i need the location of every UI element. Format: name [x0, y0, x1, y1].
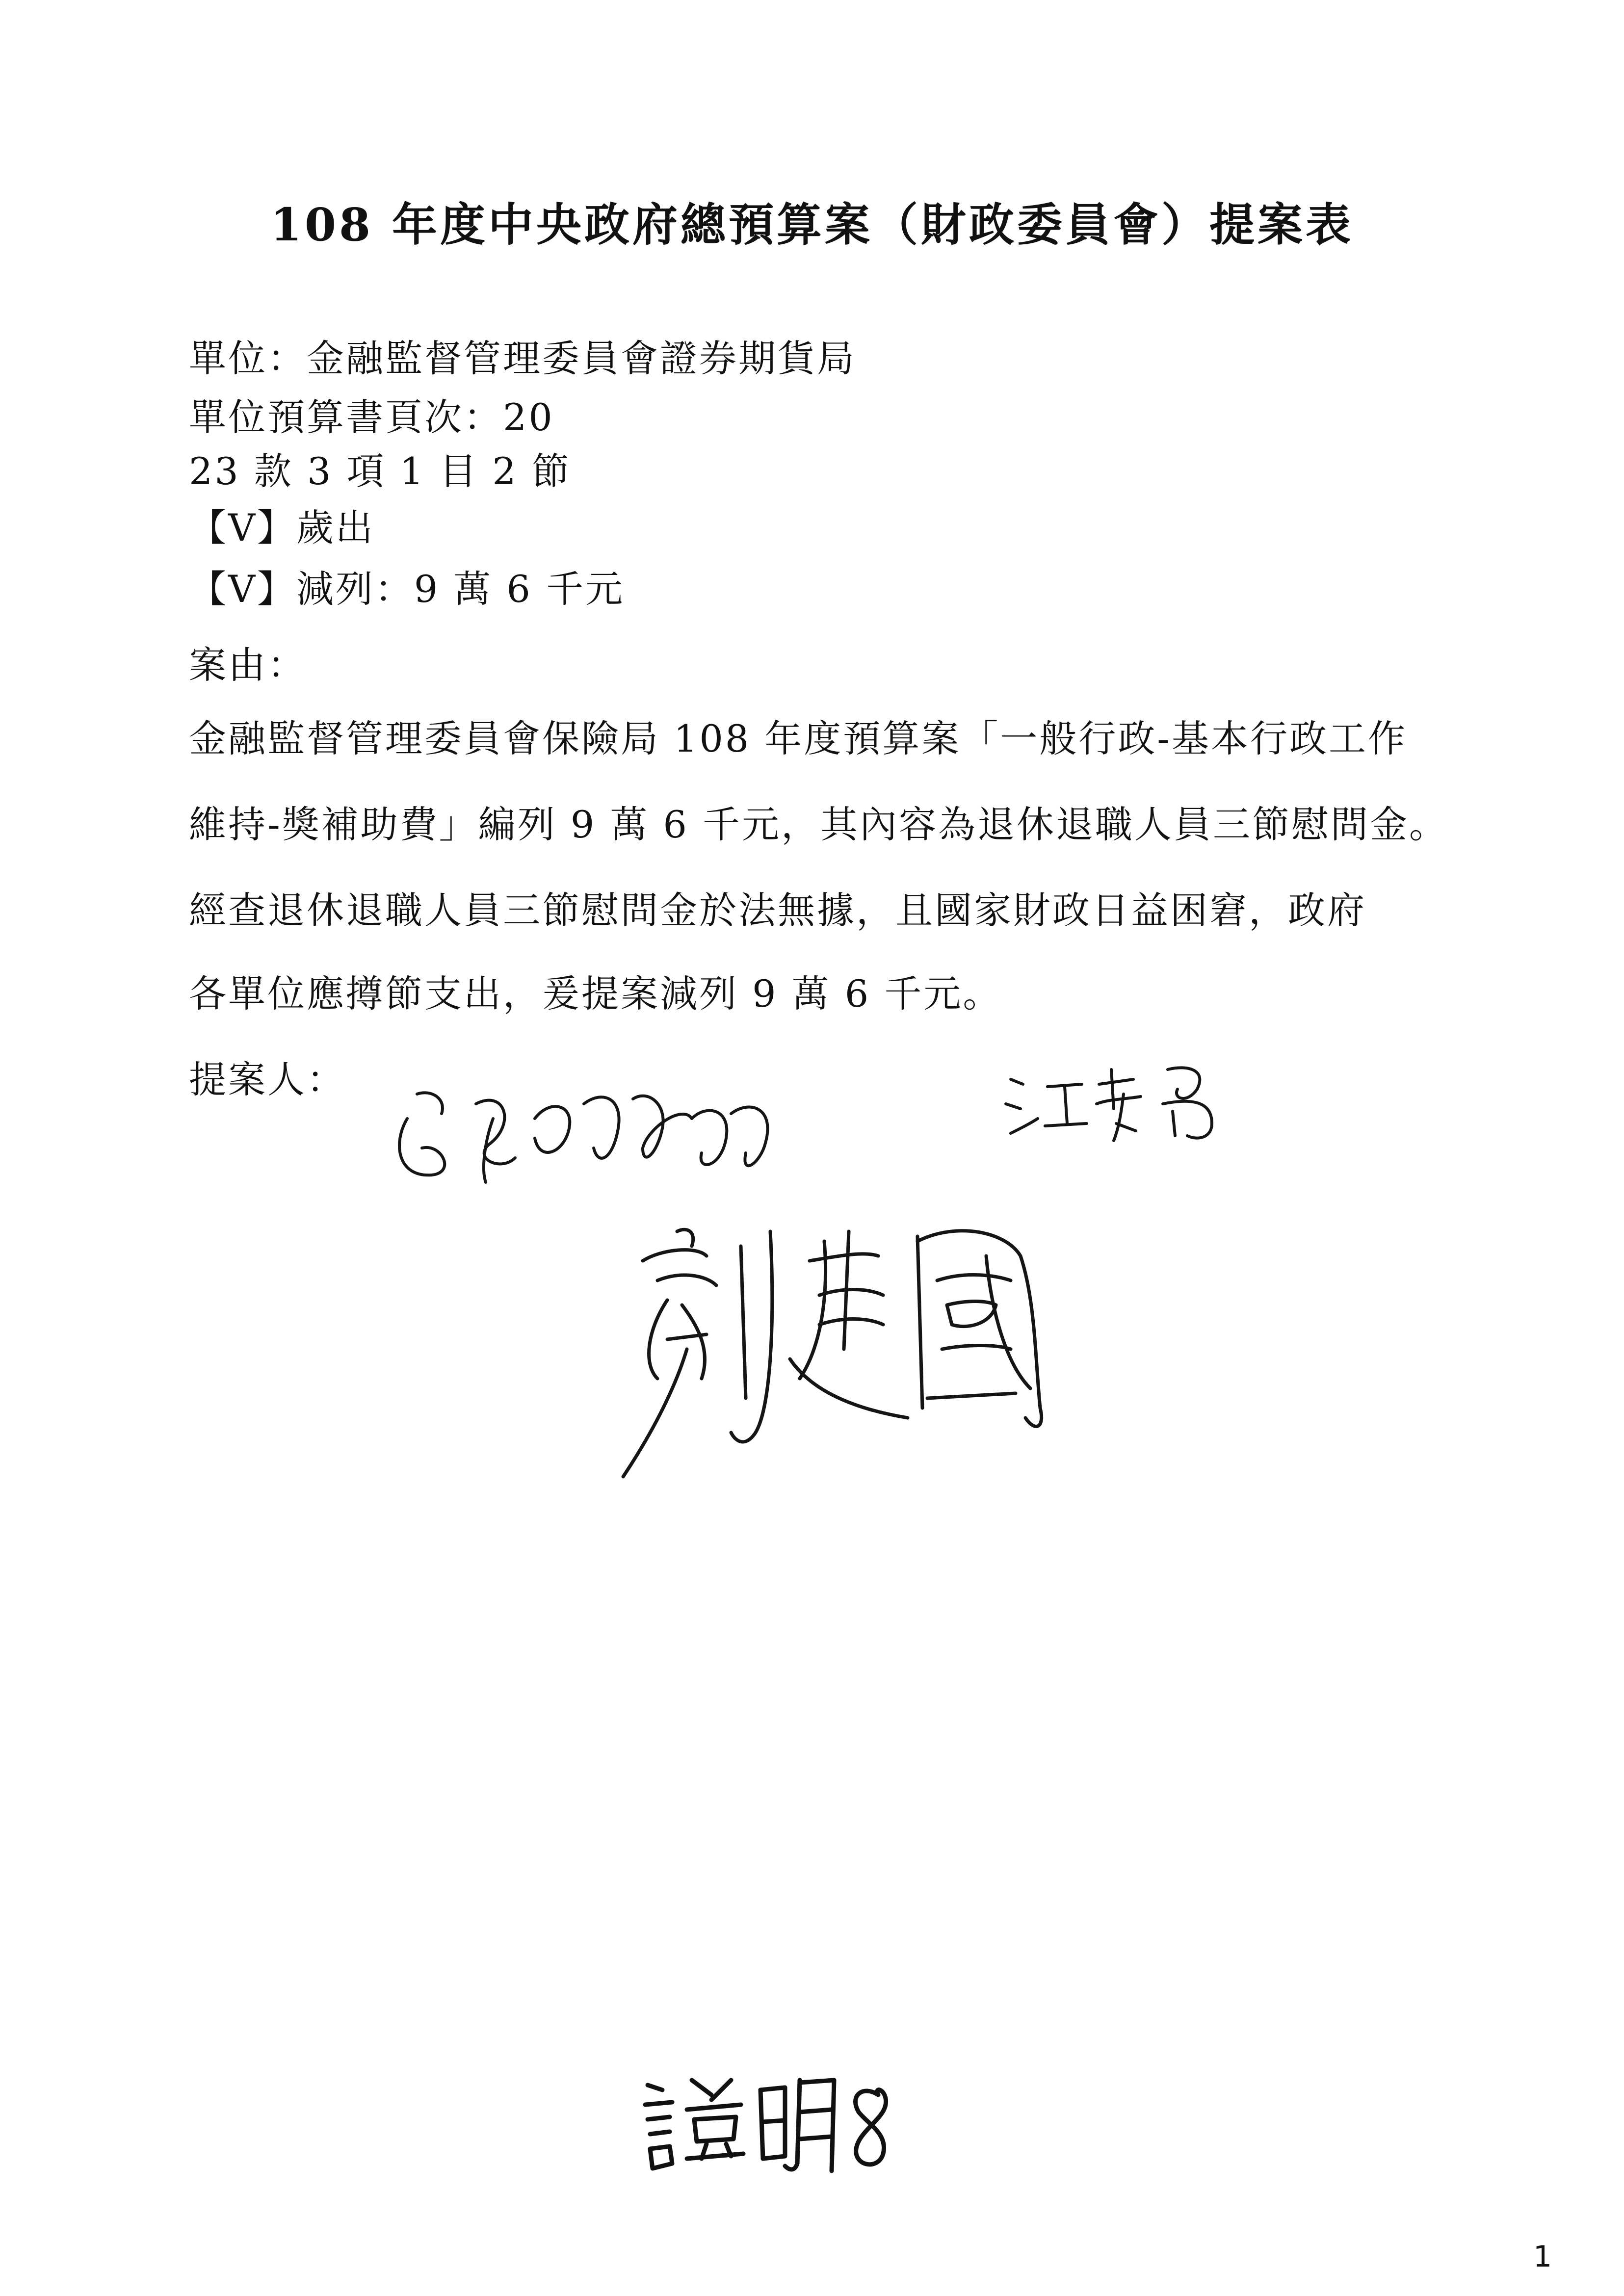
- signature-liu: [613, 1202, 1104, 1506]
- section-field: 23 款 3 項 1 目 2 節: [189, 449, 571, 493]
- reduction-field: 【V】減列：9 萬 6 千元: [189, 567, 625, 611]
- proposer-label: 提案人：: [189, 1058, 346, 1101]
- signature-jiang: [1001, 1050, 1281, 1148]
- reason-line: 經查退休退職人員三節慰問金於法無據，且國家財政日益困窘，政府: [189, 888, 1366, 932]
- unit-field: 單位：金融監督管理委員會證券期貨局: [189, 337, 856, 380]
- reason-line: 維持-獎補助費」編列 9 萬 6 千元，其內容為退休退職人員三節慰問金。: [189, 803, 1449, 846]
- reason-line: 各單位應撙節支出，爰提案減列 9 萬 6 千元。: [189, 972, 1002, 1016]
- reason-line: 金融監督管理委員會保險局 108 年度預算案「一般行政-基本行政工作: [189, 717, 1408, 760]
- expenditure-field: 【V】歲出: [189, 506, 375, 549]
- page-title: 108 年度中央政府總預算案（財政委員會）提案表: [270, 198, 1354, 251]
- page-number: 1: [1533, 2240, 1552, 2274]
- reason-label: 案由：: [189, 643, 307, 687]
- signature-scribble: [388, 1060, 795, 1192]
- budget-page-field: 單位預算書頁次：20: [189, 395, 554, 439]
- handwritten-mark-zhengming-8: [638, 2065, 913, 2178]
